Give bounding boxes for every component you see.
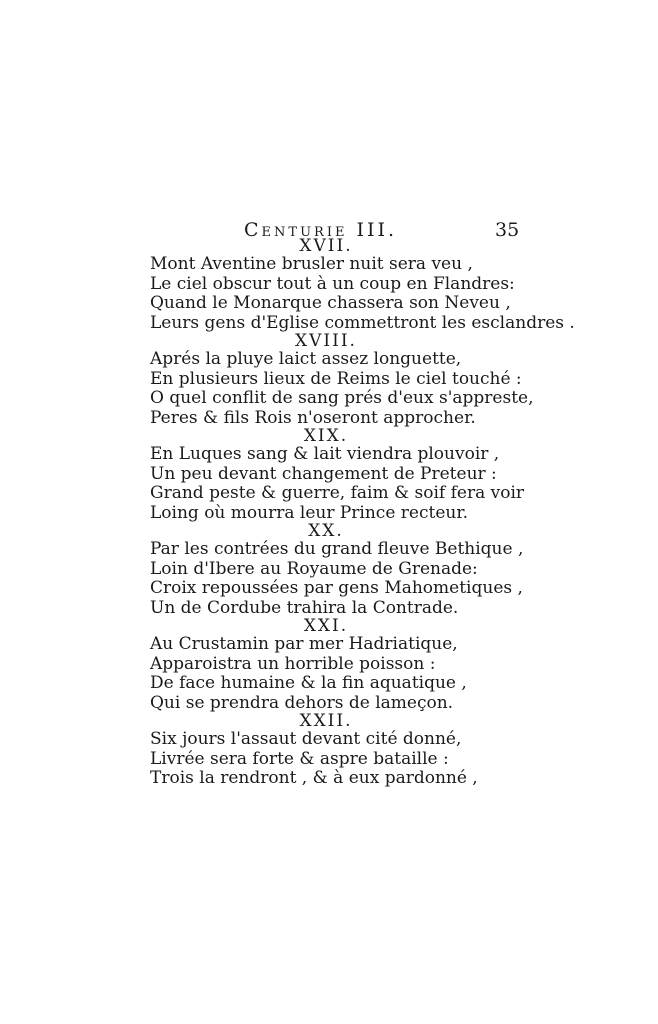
- verse-text: [150, 236, 575, 789]
- quatrain-numeral: XIX.: [303, 426, 349, 446]
- verse-line: O quel conflit de sang prés d'eux s'appreste,: [150, 388, 534, 408]
- quatrain-21: [150, 618, 530, 713]
- quatrain-20: [150, 523, 530, 618]
- verse-line: Peres & fils Rois n'oseront approcher.: [150, 407, 476, 428]
- quatrain-18: [150, 331, 534, 428]
- verse-line: Mont Aventine brusler nuit sera veu ,: [150, 254, 473, 274]
- quatrain-numeral: XVIII.: [295, 331, 357, 351]
- verse-line: Loin d'Ibere au Royaume de Grenade:: [150, 558, 478, 579]
- verse-line: Quand le Monarque chassera son Neveu ,: [150, 293, 511, 313]
- verse-line: De face humaine & la fin aquatique ,: [150, 673, 467, 693]
- page-number: 35: [495, 219, 520, 241]
- quatrain-numeral: XXI.: [303, 616, 349, 636]
- verse-line: Croix repoussées par gens Mahometiques ,: [150, 578, 523, 598]
- verse-line: Le ciel obscur tout à un coup en Flandres:: [150, 273, 515, 294]
- quatrain-17: [150, 236, 575, 333]
- verse-line: Leurs gens d'Eglise commettront les esclandres .: [150, 312, 575, 333]
- verse-line: Qui se prendra dehors de lameçon.: [150, 692, 454, 713]
- verse-line: Aprés la pluye laict assez longuette,: [150, 349, 462, 369]
- verse-line: En Luques sang & lait viendra plouvoir ,: [150, 444, 500, 464]
- verse-line: Trois la rendront , & à eux pardonné ,: [150, 768, 478, 788]
- running-title: Centurie III.: [244, 219, 398, 241]
- quatrain-numeral: XXII.: [299, 711, 353, 731]
- quatrain-22: [150, 713, 530, 789]
- verse-line: Loing où mourra leur Prince recteur.: [150, 502, 469, 523]
- verse-line: Au Crustamin par mer Hadriatique,: [150, 634, 458, 654]
- quatrain-numeral: XVII.: [299, 236, 353, 256]
- quatrain-19: [150, 428, 530, 523]
- quatrain-numeral: XX.: [308, 521, 344, 541]
- verse-line: Un de Cordube trahira la Contrade.: [150, 597, 459, 618]
- verse-line: Apparoistra un horrible poisson :: [150, 653, 436, 674]
- verse-line: Livrée sera forte & aspre bataille :: [150, 748, 449, 769]
- verse-line: En plusieurs lieux de Reims le ciel touché :: [150, 368, 522, 389]
- verse-line: Un peu devant changement de Preteur :: [150, 463, 497, 484]
- verse-line: Six jours l'assaut devant cité donné,: [150, 729, 462, 749]
- verse-line: Par les contrées du grand fleuve Bethique ,: [150, 539, 524, 559]
- verse-line: Grand peste & guerre, faim & soif fera voir: [150, 483, 525, 503]
